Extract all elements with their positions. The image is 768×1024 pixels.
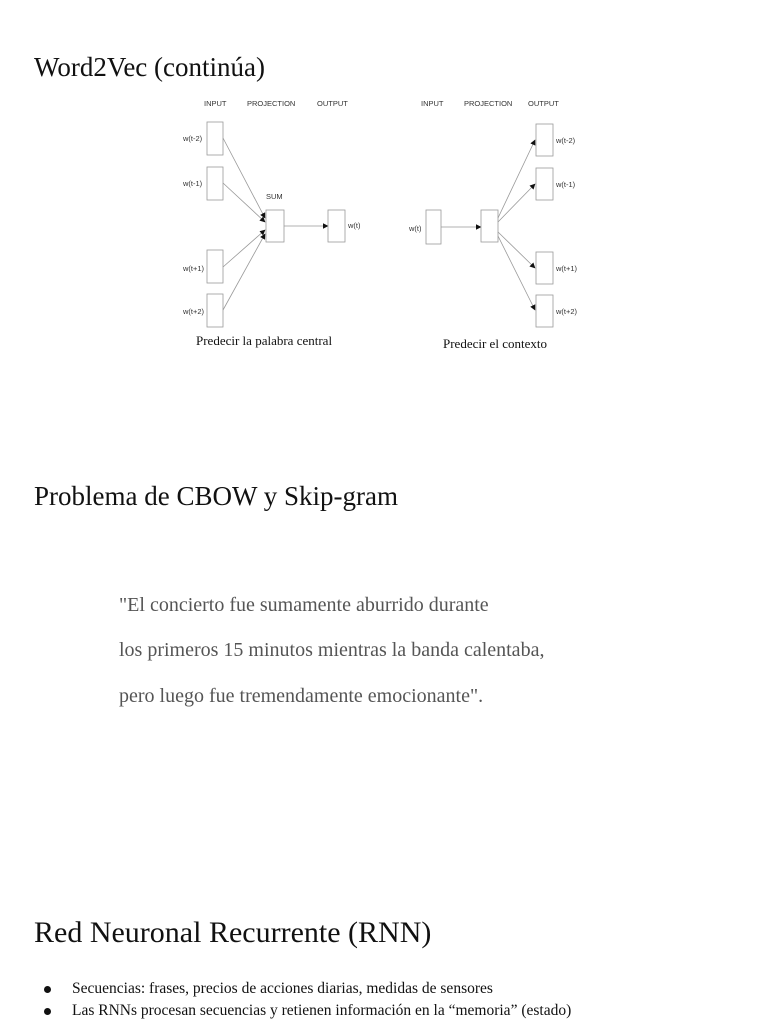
skipgram-output-box [536,252,553,284]
skipgram-edge [498,140,535,218]
skipgram-output-label: w(t-1) [556,180,576,189]
cbow-edge [223,138,265,218]
list-item [44,1001,571,1023]
skipgram-output-box [536,295,553,327]
skipgram-input-header: INPUT [421,99,444,108]
slide-title-cbow-problem: Problema de CBOW y Skip-gram [34,481,398,511]
cbow-input-label: w(t-1) [183,179,203,188]
skipgram-output-box [536,168,553,200]
quote-line: pero luego fue tremendamente emocionante". [119,685,484,707]
skipgram-output-label: w(t-2) [556,136,576,145]
cbow-input-label: w(t-2) [183,134,203,143]
slide-title-rnn: Red Neuronal Recurrente (RNN) [34,916,432,949]
skipgram-input-label: w(t) [409,224,422,233]
list-item-text: Las RNNs procesan secuencias y retienen información en la “memoria” (estado) [72,1002,572,1019]
slide-title-word2vec: Word2Vec (continúa) [34,52,265,82]
cbow-input-box [207,294,223,327]
cbow-input-box [207,167,223,200]
word2vec-architecture-diagram [170,92,590,328]
cbow-edge [223,183,265,222]
skipgram-edge [498,184,535,222]
skipgram-edge [498,232,535,268]
cbow-input-box [207,122,223,155]
bullet-icon [44,1008,51,1015]
cbow-input-box [207,250,223,283]
skipgram-input-box [426,210,441,244]
cbow-edge [223,230,265,267]
bullet-icon [44,986,51,993]
cbow-projection-box [266,210,284,242]
skipgram-model [408,99,578,327]
quote-line: "El concierto fue sumamente aburrido durante [119,594,489,616]
skipgram-edge [498,236,535,310]
skipgram-projection-header: PROJECTION [464,99,513,108]
rnn-bullet-list [44,979,571,1023]
skipgram-output-label: w(t+1) [556,264,578,273]
cbow-output-label: w(t) [348,221,361,230]
list-item [44,979,571,1001]
skipgram-projection-box [481,210,498,242]
cbow-output-header: OUTPUT [317,99,348,108]
cbow-input-label: w(t+1) [183,264,205,273]
skipgram-output-box [536,124,553,156]
cbow-caption: Predecir la palabra central [196,333,333,348]
cbow-sum-label: SUM [266,192,283,201]
cbow-input-header: INPUT [204,99,227,108]
cbow-model [182,99,361,327]
skipgram-output-label: w(t+2) [556,307,578,316]
list-item-text: Secuencias: frases, precios de acciones diarias, medidas de sensores [72,980,493,997]
quote-line: los primeros 15 minutos mientras la banda calentaba, [119,639,545,661]
cbow-projection-header: PROJECTION [247,99,296,108]
skipgram-output-header: OUTPUT [528,99,559,108]
cbow-input-label: w(t+2) [183,307,205,316]
skipgram-caption: Predecir el contexto [443,336,547,351]
cbow-output-box [328,210,345,242]
cbow-edge [223,234,265,310]
